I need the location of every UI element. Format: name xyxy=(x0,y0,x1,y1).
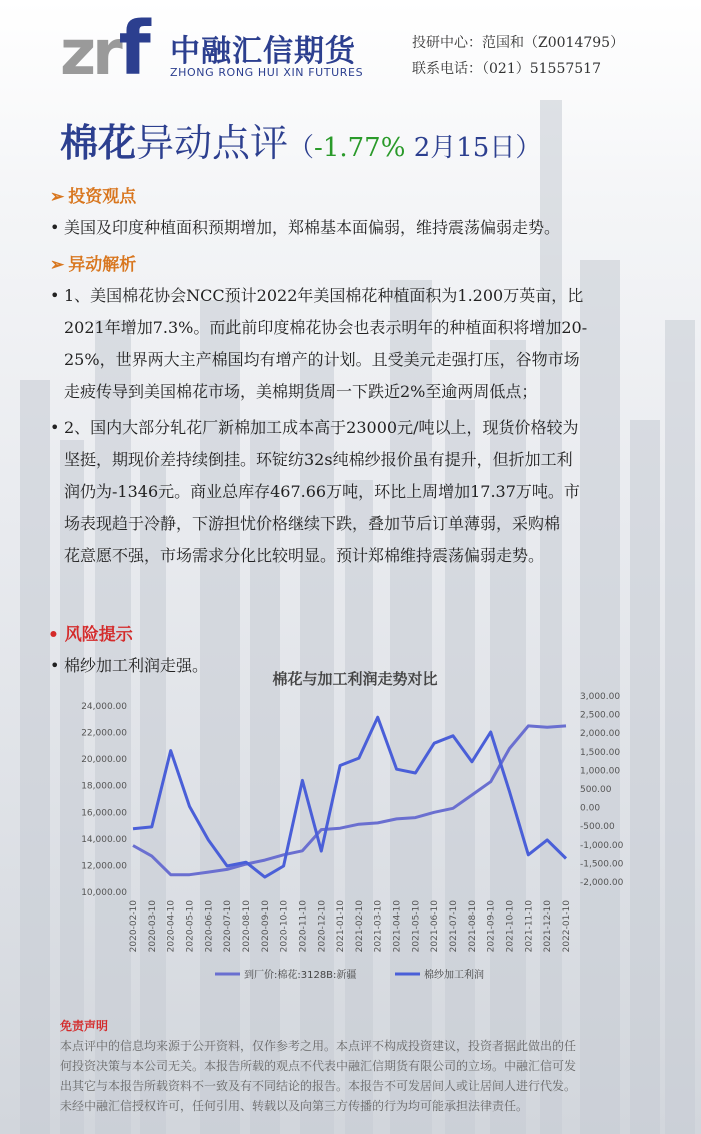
y-right-tick-label: -1,500.00 xyxy=(580,859,624,870)
contact-phone: 联系电话：（021）51557517 xyxy=(412,61,601,77)
x-tick-label: 2020-03-10 xyxy=(147,900,158,953)
risk-text: • 棉纱加工利润走强。 xyxy=(50,650,208,682)
x-tick-label: 2021-03-10 xyxy=(373,900,384,953)
x-tick-label: 2020-09-10 xyxy=(260,900,271,953)
y-right-tick-label: 2,000.00 xyxy=(580,729,621,740)
title-paren-open: （ xyxy=(288,133,315,163)
x-tick-label: 2020-08-10 xyxy=(241,900,252,953)
x-tick-label: 2020-02-10 xyxy=(129,900,139,953)
y-left-tick-label: 24,000.00 xyxy=(81,702,127,712)
disclaimer-title: 免责声明 xyxy=(60,1019,109,1033)
title-main: 棉花 xyxy=(60,120,137,165)
x-tick-label: 2021-09-10 xyxy=(486,900,497,953)
y-left-tick-label: 22,000.00 xyxy=(81,728,127,739)
y-right-tick-label: 1,500.00 xyxy=(580,747,621,758)
x-tick-label: 2020-10-10 xyxy=(279,900,290,953)
y-left-tick-label: 12,000.00 xyxy=(81,861,127,872)
x-tick-label: 2020-12-10 xyxy=(317,900,328,953)
logo-english-name: ZHONG RONG HUI XIN FUTURES xyxy=(170,66,364,79)
y-right-tick-label: 500.00 xyxy=(580,785,612,795)
y-right-tick-label: 0.00 xyxy=(580,803,601,814)
legend-label-spot-price: 到厂价:棉花:3128B:新疆 xyxy=(244,970,357,981)
y-right-tick-label: 3,000.00 xyxy=(580,692,621,702)
title-paren-close: ） xyxy=(515,133,542,163)
x-tick-label: 2022-01-10 xyxy=(562,900,572,953)
y-right-tick-label: -1,000.00 xyxy=(580,840,624,851)
arrow-icon: ➢ xyxy=(50,187,65,207)
analysis-paragraph-2: • 2、国内大部分轧花厂新棉加工成本高于23000元/吨以上，现货价格较为 坚挺，期现价差持续倒挂。环锭纺32s纯棉纱报价虽有提升，但折加工利 润仍为-1346元。商业总库存467.66万吨，环比上周增加17.37万吨。市 场表现趋于冷静，下游担忧价格继续下跌，叠加节后订单薄弱，采购棉 花意愿不强，市场需求分化比较明显。预计郑棉维持震荡偏弱走势。 xyxy=(50,412,580,572)
x-tick-label: 2021-12-10 xyxy=(543,900,554,953)
contact-info xyxy=(412,30,624,82)
disclaimer xyxy=(60,1016,640,1116)
bullet-icon: • xyxy=(50,218,60,237)
title-date: 2月15日 xyxy=(405,133,516,163)
view-text: • 美国及印度种植面积预期增加，郑棉基本面偏弱，维持震荡偏弱走势。 xyxy=(50,212,560,244)
x-tick-label: 2021-05-10 xyxy=(411,900,422,953)
x-tick-label: 2021-10-10 xyxy=(505,900,516,953)
series-line-yarn-profit xyxy=(133,717,566,877)
title-change: -1.77% xyxy=(314,133,406,163)
analysis-paragraph-1: • 1、美国棉花协会NCC预计2022年美国棉花种植面积为1.200万英亩，比 2021年增加7.3%。而此前印度棉花协会也表示明年的种植面积将增加20- 25%，世界两大主产棉国均有增产的计划。且受美元走强打压，谷物市场 走疲传导到美国棉花市场，美棉期货周一下跌近2%至逾两周低点； xyxy=(50,280,587,408)
y-left-tick-label: 10,000.00 xyxy=(81,888,127,898)
disclaimer-line: 未经中融汇信授权许可，任何引用、转载以及向第三方传播的行为均可能承担法律责任。 xyxy=(60,1099,529,1113)
y-left-tick-label: 20,000.00 xyxy=(81,755,127,766)
y-right-tick-label: -2,000.00 xyxy=(580,878,624,888)
x-tick-label: 2020-07-10 xyxy=(223,900,234,953)
y-right-tick-label: 2,500.00 xyxy=(580,710,621,721)
series-line-spot-price xyxy=(133,726,566,875)
x-tick-label: 2021-08-10 xyxy=(467,900,478,953)
disclaimer-line: 本点评中的信息均来源于公开资料，仅作参考之用。本点评不构成投资建议，投资者据此做出的任 xyxy=(60,1039,577,1053)
x-tick-label: 2021-04-10 xyxy=(392,900,403,953)
page-title xyxy=(60,112,541,167)
bullet-icon: • xyxy=(50,286,60,305)
y-left-tick-label: 18,000.00 xyxy=(81,781,127,792)
bullet-icon: • xyxy=(48,625,65,645)
section-risk-head: • 风险提示 xyxy=(48,625,133,645)
x-tick-label: 2020-06-10 xyxy=(204,900,215,953)
logo-mark: zr xyxy=(60,16,119,89)
y-right-tick-label: -500.00 xyxy=(580,822,615,833)
x-tick-label: 2020-11-10 xyxy=(298,900,309,953)
title-sub: 异动点评 xyxy=(136,121,289,165)
legend-label-yarn-profit: 棉纱加工利润 xyxy=(424,970,484,981)
y-left-tick-label: 14,000.00 xyxy=(81,834,127,845)
section-analysis-head: ➢ 异动解析 xyxy=(50,255,137,275)
disclaimer-line: 出其它与本报告所载资料不一致及有不同结论的报告。本报告不可发居间人或让居间人进行代发。 xyxy=(60,1079,577,1093)
x-tick-label: 2020-05-10 xyxy=(185,900,196,953)
x-tick-label: 2021-06-10 xyxy=(430,900,441,953)
logo-mark-f: f xyxy=(118,6,147,92)
x-tick-label: 2021-02-10 xyxy=(354,900,365,953)
section-view-head: ➢ 投资观点 xyxy=(50,187,137,207)
x-tick-label: 2021-07-10 xyxy=(449,900,460,953)
chart-title: 棉花与加工利润走势对比 xyxy=(272,670,438,688)
contact-researcher: 投研中心：范国和（Z0014795） xyxy=(412,35,625,51)
arrow-icon: ➢ xyxy=(50,255,65,275)
x-tick-label: 2021-01-10 xyxy=(336,900,347,953)
y-right-tick-label: 1,000.00 xyxy=(580,766,621,777)
x-tick-label: 2021-11-10 xyxy=(524,900,535,953)
cotton-profit-chart xyxy=(0,660,701,1000)
company-logo xyxy=(60,6,380,92)
bullet-icon: • xyxy=(50,418,60,437)
bullet-icon: • xyxy=(50,656,60,675)
disclaimer-line: 何投资决策与本公司无关。本报告所载的观点不代表中融汇信期货有限公司的立场。中融汇信可发 xyxy=(60,1059,577,1073)
y-left-tick-label: 16,000.00 xyxy=(81,808,127,819)
x-tick-label: 2020-04-10 xyxy=(166,900,177,953)
logo-chinese-name: 中融汇信期货 xyxy=(170,34,356,69)
